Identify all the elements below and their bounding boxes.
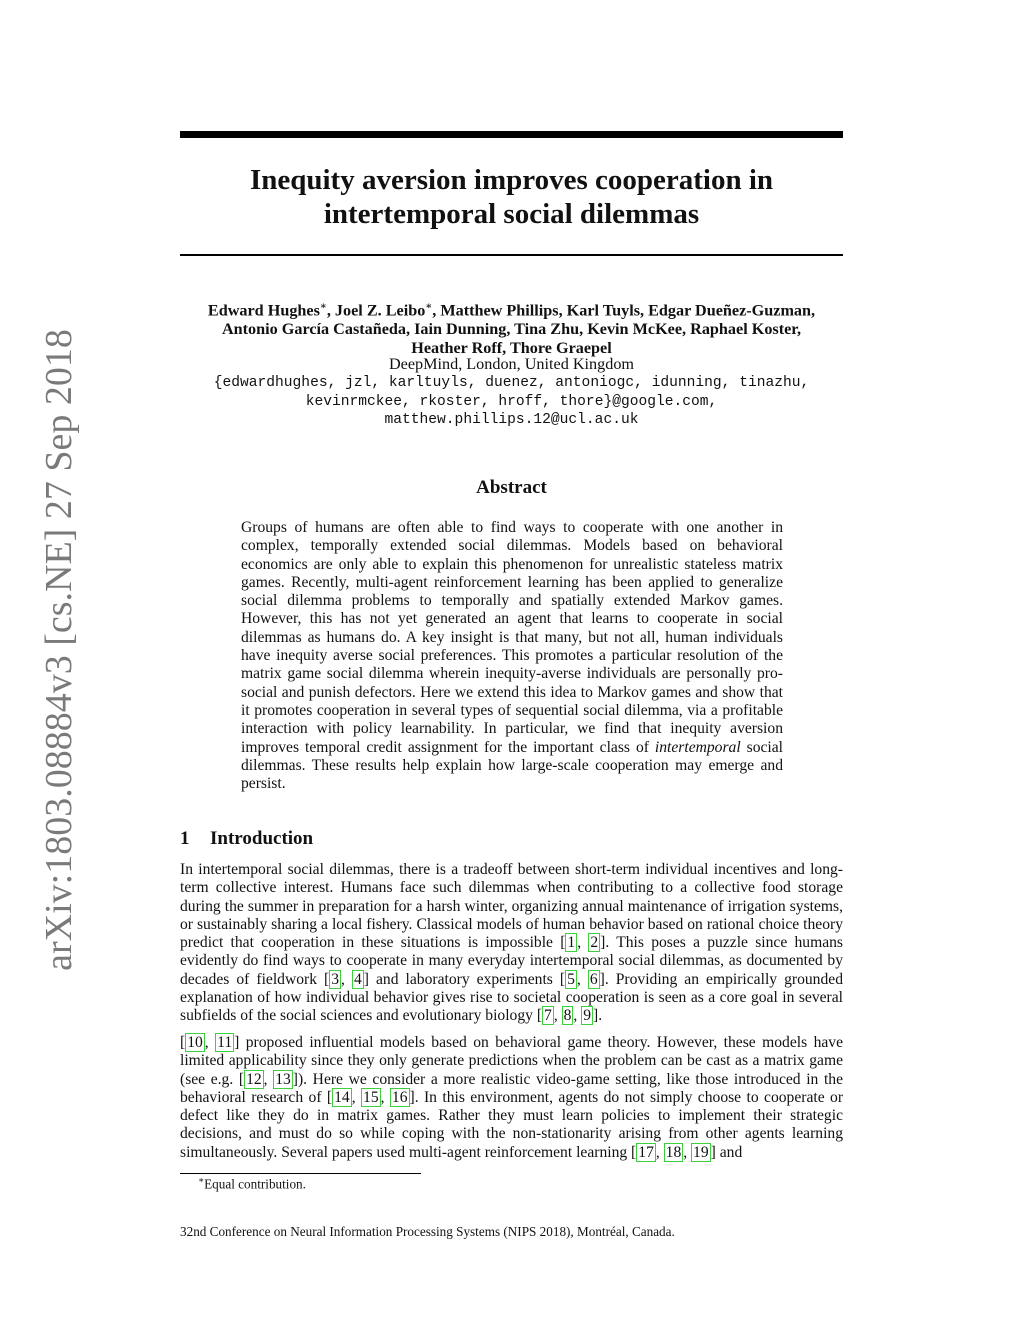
footnote-rule [180,1173,421,1174]
email-line-1: {edwardhughes, jzl, karltuyls, duenez, antoniogc, idunning, tinazhu, [213,375,810,391]
text-run: [ [180,1034,186,1051]
citation-link[interactable]: 12 [246,1070,262,1088]
citation-link[interactable]: 9 [583,1007,592,1025]
intro-paragraph-2: [ 10 , 11 ] proposed influential models based on behavioral game theory. However, these models have limited applicability since they only generate predictions when the problem can be cast as a matrix game (see e.g. [ 12 , 13 ]). Here we consider a more realistic video-game setting, like those introduced in the behavioral research of [ 14 , 15 , 16 ]. In this environment, agents do not simply choose to cooperate or defect like they do in matrix games. Rather they must learn policies to implement their strategic decisions, and must do so while coping with the non-stationarity arising from other agents learning simultaneously. Several papers used multi-agent reinforcement learning [ 17 , 18 , 19 ] and [180,1034,844,1161]
author-rest: Matthew Phillips, Karl Tuyls, Edgar Dueñez-Guzman, [440,301,816,320]
section-title: Introduction [210,828,314,849]
citation-link[interactable]: 17 [638,1143,654,1161]
citation-link[interactable]: 18 [665,1143,682,1161]
citation-link[interactable]: 6 [589,970,598,988]
abstract-heading: Abstract [476,477,547,498]
author-emails [150,374,873,430]
author-hughes: Edward Hughes [207,301,320,320]
text-run: ] proposed influential models based on behavioral game theory. However, these models have limited applicability since they only generate predictions when the problem can be cast as a matrix game (see e.g. [ [180,1034,844,1088]
author-line-3: Heather Roff, Thore Graepel [411,338,612,357]
text-run: In intertemporal social dilemmas, there is a tradeoff between short-term individual incentives and long-term collective interest. Humans face such dilemmas when contributing to a collective food storage during the summer in preparation for a harsh winter, organizing annual maintenance of irrigation systems, or sustainably sharing a local fishery. Classical models of human behavior based on rational choice theory predict that cooperation in these situations is impossible [ [180,861,843,952]
arxiv-stamp: arXiv:1803.08884v3 [cs.NE] 27 Sep 2018 [38,329,80,971]
paper-title [180,163,843,231]
author-line-2: Antonio García Castañeda, Iain Dunning, Tina Zhu, Kevin McKee, Raphael Koster, [221,320,802,339]
text-run: ] and laboratory experiments [ [363,970,566,988]
title-top-rule [180,131,843,138]
citation-link[interactable]: 4 [353,970,362,988]
title-bottom-rule [180,254,843,256]
citation-link[interactable]: 7 [544,1007,552,1025]
text-run: ]. Providing an empirically grounded explanation of how individual behavior gives rise to societal cooperation is seen as a core goal in several subfields of the social sciences and evolutionary biology [ [180,970,843,1025]
text-run: ]. [593,1007,603,1025]
title-line-1: Inequity aversion improves cooperation in [249,164,774,196]
section-heading-introduction [180,828,313,850]
author-list [150,298,873,358]
text-run: ] and [710,1143,743,1161]
abstract-body [241,519,783,793]
text-run: ]). Here we consider a more realistic video-game setting, like those introduced in the behavioral research of [ [180,1070,844,1106]
abstract-text-1: Groups of humans are often able to find ways to cooperate with one another in complex, temporally extended social dilemmas. Models based on behavioral economics are only able to explain this phenomenon for unrealistic stateless matrix games. Recently, multi-agent reinforcement learning has been applied to generalize social dilemma problems to temporally and spatially extended Markov games. However, this has not yet generated an agent that learns to cooperate in social dilemmas as humans do. A key insight is that many, but not all, human individuals have inequity averse social preferences. This promotes a particular resolution of the matrix game social dilemma wherein inequity-averse individuals are personally pro-social and punish defectors. Here we extend this idea to Markov games and show that it promotes cooperation in several types of sequential social dilemma, via a profitable interaction with policy learnability. In particular, we find that inequity aversion improves temporal credit assignment for the important class of [241,519,783,756]
email-line-2: kevinrmckee, rkoster, hroff, thore}@google.com, [305,393,718,410]
citation-link[interactable]: 15 [363,1088,379,1106]
footnote [198,1175,306,1192]
citation-link[interactable]: 5 [567,970,575,988]
citation-link[interactable]: 16 [391,1088,408,1106]
citation-link[interactable]: 8 [563,1007,572,1025]
section-number: 1 [180,828,190,849]
citation-link[interactable]: 11 [217,1034,233,1051]
citation-link[interactable]: 3 [331,970,340,988]
text-run: ]. In this environment, agents do not simply choose to cooperate or defect like they do in matrix games. Rather they must learn policies to implement their strategic decisions, and must do so while coping with the non-stationarity arising from other agents learning simultaneously. Several papers used multi-agent reinforcement learning [ [180,1088,844,1161]
citation-link[interactable]: 1 [567,934,576,952]
citation-link[interactable]: 19 [693,1143,709,1161]
citation-link[interactable]: 2 [590,934,599,952]
abstract-text-2: social dilemmas. These results help explain how large-scale cooperation may emerge and persist. [241,738,784,793]
affiliation: DeepMind, London, United Kingdom [388,355,635,373]
abstract-emphasis: intertemporal [654,738,741,756]
citation-link[interactable]: 14 [334,1088,350,1106]
equal-contrib-mark: ∗ [319,301,327,312]
conference-footer: 32nd Conference on Neural Information Processing Systems (NIPS 2018), Montréal, Canada. [180,1224,675,1239]
footnote-mark: ∗ [198,1175,205,1185]
title-line-2: intertemporal social dilemmas [323,198,700,230]
email-line-3: matthew.phillips.12@ucl.ac.uk [384,412,639,429]
author-line-1: Edward Hughes∗, Joel Z. Leibo∗, Matthew Phillips, Karl Tuyls, Edgar Dueñez-Guzman, [207,301,816,320]
author-leibo: Joel Z. Leibo [334,301,426,320]
equal-contrib-mark: ∗ [425,301,433,312]
text-run: ]. This poses a puzzle since humans evidently do find ways to cooperate in many everyday intertemporal social dilemmas, as documented by decades of fieldwork [ [180,934,843,988]
citation-link[interactable]: 10 [187,1034,203,1051]
citation-link[interactable]: 13 [275,1070,291,1088]
footnote-text: Equal contribution. [204,1176,306,1192]
intro-paragraph-1: In intertemporal social dilemmas, there is a tradeoff between short-term individual incentives and long-term collective interest. Humans face such dilemmas when contributing to a collective food storage during the summer in preparation for a harsh winter, organizing annual maintenance of irrigation systems, or sustainably sharing a local fishery. Classical models of human behavior based on rational choice theory predict that cooperation in these situations is impossible [ 1 , 2 ]. This poses a puzzle since humans evidently do find ways to cooperate in many everyday intertemporal social dilemmas, as documented by decades of fieldwork [ 3 , 4 ] and laboratory experiments [ 5 , 6 ]. Providing an empirically grounded explanation of how individual behavior gives rise to societal cooperation is seen as a core goal in several subfields of the social sciences and evolutionary biology [ 7 , 8 , 9 ]. [180,861,843,1025]
